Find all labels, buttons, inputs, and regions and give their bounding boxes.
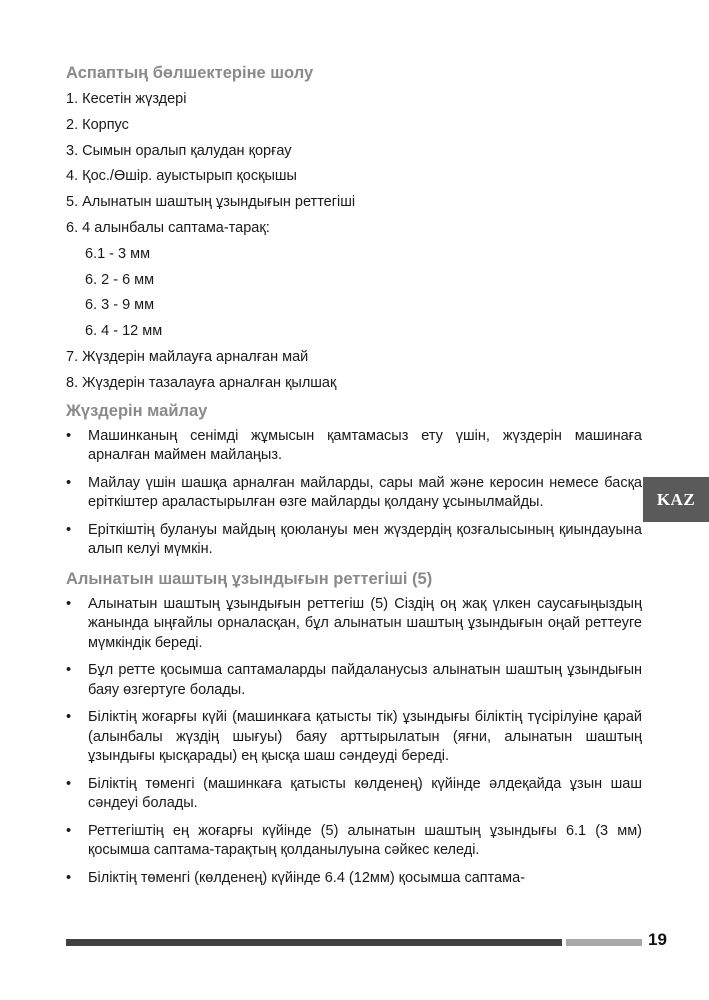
bullet-icon: • <box>66 775 72 792</box>
bullet-text: Еріткіштің булануы майдың қоюлануы мен жүздердің қозғалысының қиындауына алып келуі мүмкін. <box>88 521 642 558</box>
list-subitem: 6.1 - 3 мм <box>85 245 151 262</box>
length-adjuster-bullets <box>66 595 642 889</box>
list-subitem: 6. 3 - 9 мм <box>85 297 155 314</box>
language-tab: KAZ <box>643 477 709 522</box>
page-number: 19 <box>648 930 667 949</box>
list-item: 4. Қос./Өшір. ауыстырып қосқышы <box>66 168 297 185</box>
bullet-text: Біліктің төменгі (машинкаға қатысты көлденең) күйінде әлдеқайда ұзын шаш сәндеуі болады. <box>88 775 642 812</box>
bullet-text: Біліктің жоғарғы күйі (машинкаға қатысты тік) ұзындығы біліктің түсірілуіне қарай (алынбалы жүздің шығуы) баяу арттырылатын (яғни, алынатын шаштың ұзындығы қысқарады) ең қысқа шаш сәндеуді береді. <box>88 709 642 765</box>
section-overview <box>66 62 642 392</box>
bullet-item <box>66 661 642 700</box>
list-item: 1. Кесетін жүздері <box>66 91 187 107</box>
page-content <box>66 62 642 896</box>
bullet-icon: • <box>66 709 72 726</box>
footer-rule-light <box>566 939 642 946</box>
bullet-item <box>66 474 642 513</box>
bullet-text: Машинканың сенімді жұмысын қамтамасыз ету үшін, жүздерін машинаға арналған маймен майлаңыз. <box>88 427 642 464</box>
bullet-item <box>66 595 642 654</box>
bullet-text: Бұл ретте қосымша саптамаларды пайдаланусыз алынатын шаштың ұзындығын баяу өзгертуге болады. <box>88 662 642 698</box>
list-item: 2. Корпус <box>66 116 129 133</box>
bullet-text: Реттегіштің ең жоғарғы күйінде (5) алынатын шаштың ұзындығы 6.1 (3 мм) қосымша саптама-тарақтың қолданылуына сәйкес келеді. <box>88 822 642 859</box>
bullet-text: Біліктің төменгі (көлденең) күйінде 6.4 (12мм) қосымша саптама- <box>88 869 526 886</box>
bullet-text: Майлау үшін шашқа арналған майларды, сары май және керосин немесе басқа еріткіштер араластырылған өзге майларды қолдану ұсынылмайды. <box>88 474 642 511</box>
list-item: 3. Сымын оралып қалудан қорғау <box>66 142 292 159</box>
list-item: 7. Жүздерін майлауға арналған май <box>66 348 309 365</box>
section-lubrication <box>66 400 642 560</box>
bullet-icon: • <box>66 474 72 491</box>
parts-list <box>66 90 642 392</box>
bullet-icon: • <box>66 427 72 444</box>
lubrication-bullets <box>66 427 642 560</box>
bullet-item <box>66 869 642 889</box>
bullet-item <box>66 427 642 466</box>
bullet-item <box>66 708 642 767</box>
list-subitem: 6. 4 - 12 мм <box>85 323 163 340</box>
list-item: 6. 4 алынбалы саптама-тарақ: <box>66 219 270 236</box>
bullet-item <box>66 775 642 814</box>
list-item: 8. Жүздерін тазалауға арналған қылшақ <box>66 374 337 391</box>
bullet-icon: • <box>66 822 72 839</box>
footer-rule-dark <box>66 939 562 946</box>
bullet-item <box>66 822 642 861</box>
bullet-icon: • <box>66 521 72 538</box>
section-heading-lubrication: Жүздерін майлау <box>66 401 208 420</box>
bullet-icon: • <box>66 662 72 679</box>
list-subitem: 6. 2 - 6 мм <box>85 271 155 288</box>
list-item: 5. Алынатын шаштың ұзындығын реттегіші <box>66 194 356 211</box>
bullet-icon: • <box>66 595 72 612</box>
section-heading-overview: Аспаптың бөлшектеріне шолу <box>66 64 314 82</box>
section-length-adjuster <box>66 568 642 889</box>
bullet-icon: • <box>66 869 72 886</box>
bullet-item <box>66 521 642 560</box>
bullet-text: Алынатын шаштың ұзындығын реттегіш (5) Сіздің оң жақ үлкен саусағыңыздың жанында ыңғайлы орналасқан, бұл алынатын шаштың ұзындығын оңай реттеуге мүмкіндік береді. <box>88 595 642 651</box>
section-heading-length-adjuster: Алынатын шаштың ұзындығын реттегіші (5) <box>66 569 433 588</box>
